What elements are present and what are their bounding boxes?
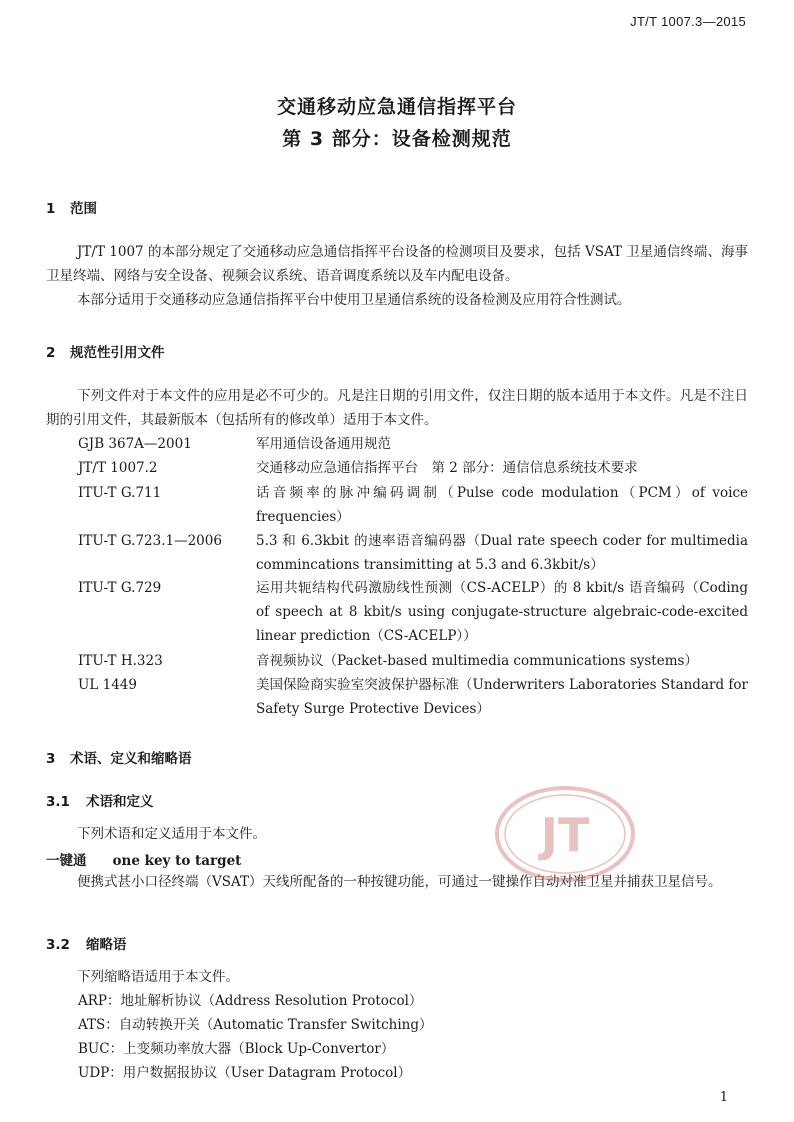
abbreviations-intro: 下列缩略语适用于本文件。 — [77, 969, 239, 985]
section-1-heading — [46, 197, 97, 217]
reference-code: JT/T 1007.2 — [78, 460, 158, 476]
abbreviation-item: UDP：用户数据报协议（User Datagram Protocol） — [78, 1065, 412, 1081]
section-3-heading — [46, 747, 192, 767]
section-number: 3 — [46, 751, 56, 767]
reference-code: ITU-T G.711 — [78, 485, 162, 501]
term-english: one key to target — [112, 853, 242, 869]
reference-title: 运用共轭结构代码激励线性预测（CS-ACELP）的 8 kbit/s 语音编码（Coding of speech at 8 kbit/s using conjugate-structure algebraic-code-excited linear prediction（CS-ACELP）） — [256, 580, 748, 644]
section-title: 缩略语 — [86, 937, 127, 953]
section-number: 1 — [46, 201, 56, 217]
document-title-line1: 交通移动应急通信指挥平台 — [276, 96, 517, 118]
abbreviation-item: BUC：上变频功率放大器（Block Up-Convertor） — [78, 1041, 395, 1057]
reference-code: ITU-T G.729 — [78, 580, 162, 596]
section-3-1-heading — [46, 790, 154, 810]
page-number: 1 — [719, 1090, 728, 1105]
section-3-2-heading — [46, 933, 127, 953]
section-title: 术语、定义和缩略语 — [70, 751, 192, 767]
section-2-heading — [46, 341, 165, 361]
reference-title: 美国保险商实验室突波保护器标准（Underwriters Laboratories Standard for Safety Surge Protective Devices） — [256, 677, 748, 717]
jt-watermark-logo — [494, 785, 636, 883]
section-title: 术语和定义 — [86, 794, 154, 810]
reference-code: ITU-T G.723.1—2006 — [78, 533, 222, 549]
section-number: 3.2 — [46, 937, 70, 953]
abbreviation-item: ATS：自动转换开关（Automatic Transfer Switching） — [78, 1017, 433, 1033]
reference-code: ITU-T H.323 — [78, 653, 163, 669]
reference-code: UL 1449 — [78, 677, 137, 693]
section-1-paragraph-1: JT/T 1007 的本部分规定了交通移动应急通信指挥平台设备的检测项目及要求，包括 VSAT 卫星通信终端、海事卫星终端、网络与安全设备、视频会议系统、语音调度系统以及车内配电设备。 — [46, 244, 748, 284]
section-number: 3.1 — [46, 794, 70, 810]
terms-intro: 下列术语和定义适用于本文件。 — [77, 826, 266, 842]
document-title-line2: 第 3 部分：设备检测规范 — [282, 128, 512, 150]
term-entry — [46, 849, 241, 869]
section-title: 范围 — [70, 201, 97, 217]
reference-title: 5.3 和 6.3kbit 的速率语音编码器（Dual rate speech coder for multimedia commincations transimitting at 5.3 and 6.3kbit/s） — [256, 533, 748, 573]
section-title: 规范性引用文件 — [70, 345, 165, 361]
standard-code: JT/T 1007.3—2015 — [630, 14, 746, 29]
section-2-paragraph: 下列文件对于本文件的应用是必不可少的。凡是注日期的引用文件，仅注日期的版本适用于本文件。凡是不注日期的引用文件，其最新版本（包括所有的修改单）适用于本文件。 — [46, 388, 748, 428]
reference-title: 军用通信设备通用规范 — [256, 436, 391, 452]
reference-title: 音视频协议（Packet-based multimedia communications systems） — [256, 653, 698, 669]
watermark-text: JT — [540, 808, 590, 862]
abbreviation-item: ARP：地址解析协议（Address Resolution Protocol） — [78, 993, 423, 1009]
reference-code: GJB 367A—2001 — [78, 436, 192, 452]
section-number: 2 — [46, 345, 56, 361]
term-definition: 便携式甚小口径终端（VSAT）天线所配备的一种按键功能，可通过一键操作自动对准卫星并捕获卫星信号。 — [77, 874, 722, 890]
term-chinese: 一键通 — [46, 853, 87, 869]
section-1-paragraph-2: 本部分适用于交通移动应急通信指挥平台中使用卫星通信系统的设备检测及应用符合性测试。 — [77, 292, 631, 308]
reference-title: 话音频率的脉冲编码调制（Pulse code modulation（PCM）of voice frequencies） — [256, 485, 748, 525]
reference-title: 交通移动应急通信指挥平台 第 2 部分：通信信息系统技术要求 — [256, 460, 638, 476]
